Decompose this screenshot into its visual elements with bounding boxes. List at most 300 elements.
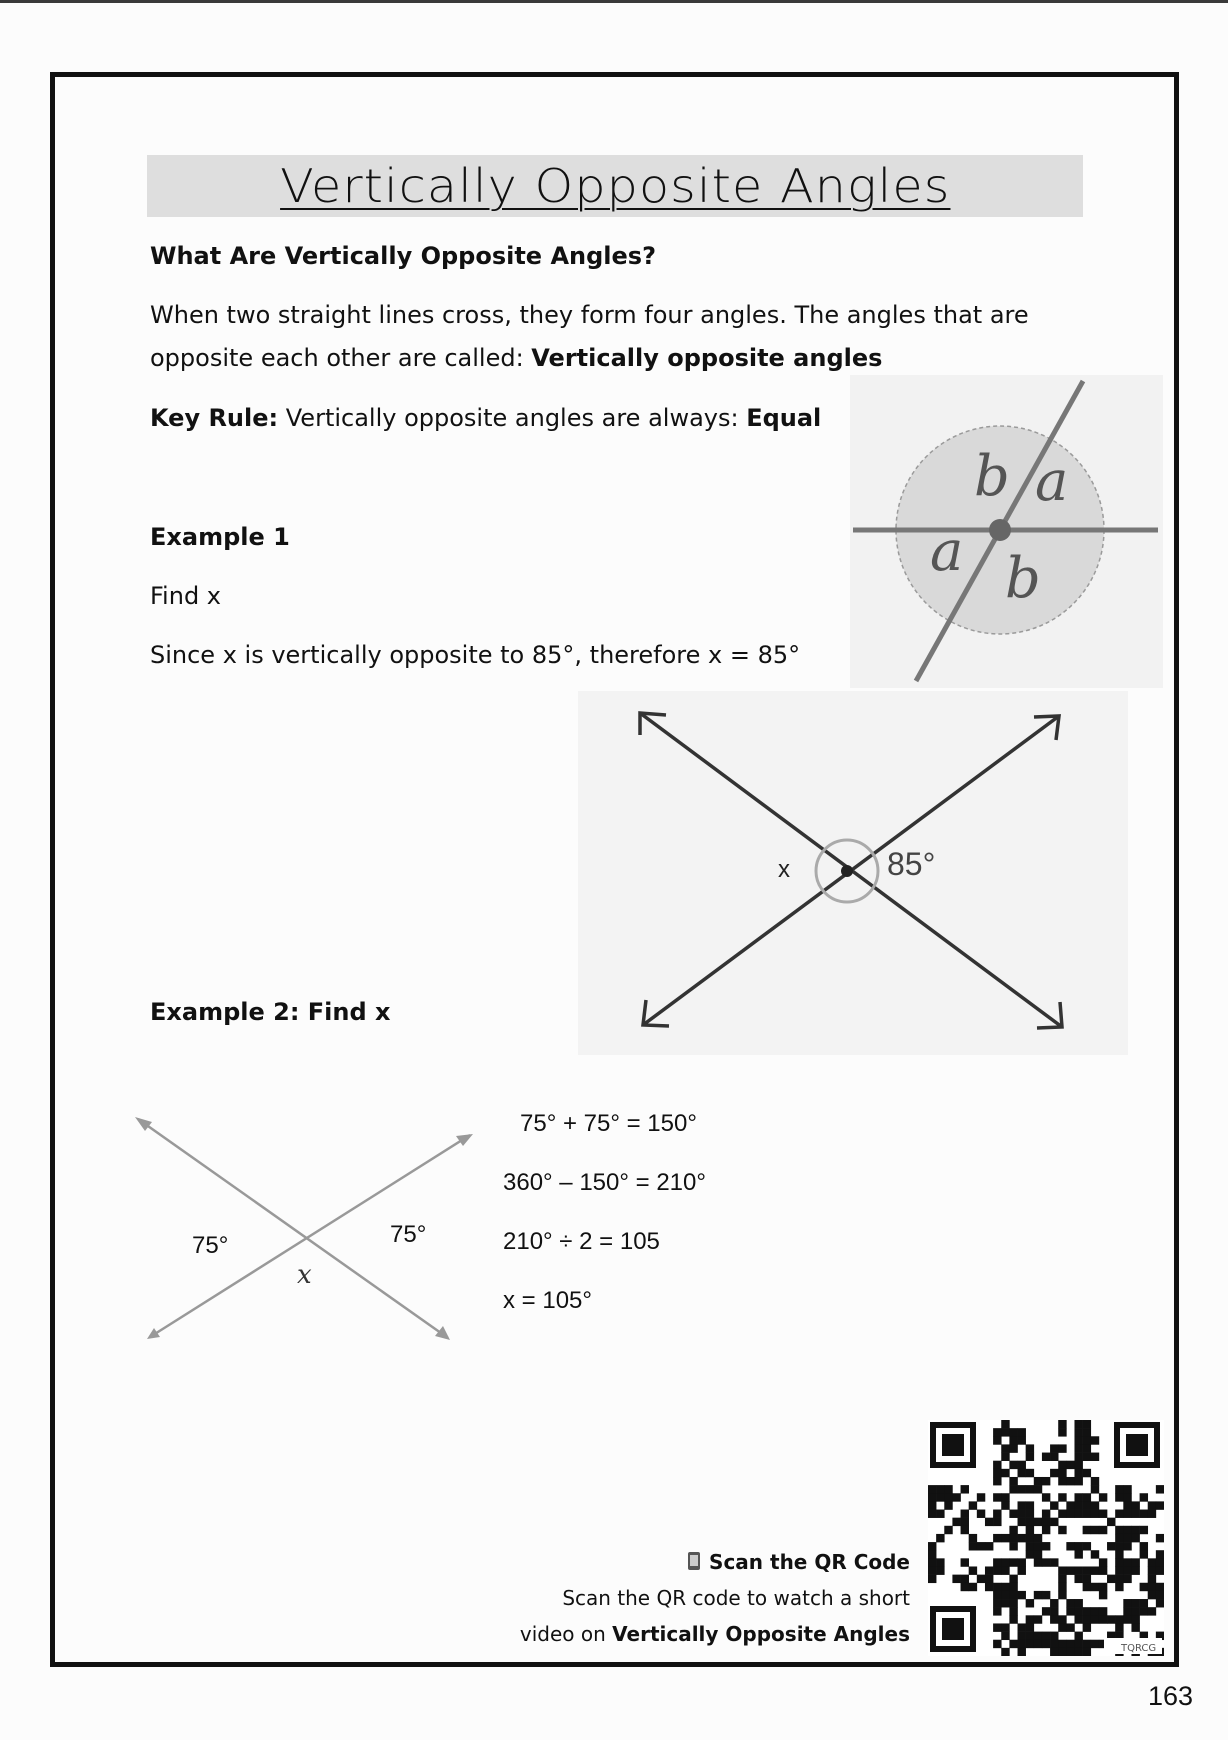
qr-module bbox=[1131, 1623, 1139, 1631]
qr-module bbox=[1042, 1558, 1050, 1566]
qr-module bbox=[1026, 1526, 1034, 1534]
qr-module bbox=[1026, 1599, 1034, 1607]
qr-module bbox=[1050, 1607, 1058, 1615]
qr-module bbox=[1083, 1575, 1091, 1583]
qr-module bbox=[961, 1510, 969, 1518]
qr-module bbox=[1018, 1469, 1026, 1477]
qr-module bbox=[1058, 1623, 1066, 1631]
qr-module bbox=[936, 1485, 944, 1493]
qr-module bbox=[1018, 1566, 1026, 1574]
qr-module bbox=[993, 1428, 1001, 1436]
qr-module bbox=[952, 1575, 960, 1583]
qr-module bbox=[1115, 1583, 1123, 1591]
qr-module bbox=[1074, 1648, 1082, 1656]
qr-module bbox=[1018, 1518, 1026, 1526]
qr-module bbox=[1026, 1632, 1034, 1640]
qr-module bbox=[1058, 1444, 1066, 1452]
qr-module bbox=[1058, 1469, 1066, 1477]
qr-module bbox=[936, 1558, 944, 1566]
qr-module bbox=[1123, 1510, 1131, 1518]
qr-module bbox=[1074, 1428, 1082, 1436]
qr-module bbox=[1074, 1607, 1082, 1615]
qr-module bbox=[1083, 1526, 1091, 1534]
qr-module bbox=[1140, 1599, 1148, 1607]
label-x: x bbox=[297, 1260, 312, 1290]
qr-module bbox=[1131, 1501, 1139, 1509]
working-line-4: x = 105° bbox=[503, 1287, 592, 1314]
qr-module bbox=[1156, 1558, 1164, 1566]
label-b-top: b bbox=[974, 444, 1010, 509]
qr-module bbox=[1018, 1591, 1026, 1599]
qr-module bbox=[1083, 1493, 1091, 1501]
qr-code[interactable] bbox=[928, 1420, 1164, 1656]
qr-module bbox=[993, 1493, 1001, 1501]
qr-module bbox=[1009, 1534, 1017, 1542]
qr-module bbox=[1115, 1623, 1123, 1631]
qr-module bbox=[1115, 1510, 1123, 1518]
qr-module bbox=[1115, 1485, 1123, 1493]
qr-module bbox=[1083, 1436, 1091, 1444]
qr-module bbox=[1123, 1534, 1131, 1542]
working-line-1: 75° + 75° = 150° bbox=[520, 1110, 697, 1137]
qr-module bbox=[1148, 1591, 1156, 1599]
qr-module bbox=[993, 1591, 1001, 1599]
qr-module bbox=[969, 1566, 977, 1574]
label-a-top: a bbox=[1035, 449, 1069, 514]
qr-module bbox=[977, 1493, 985, 1501]
qr-module bbox=[1083, 1501, 1091, 1509]
arrowhead-bottom-right bbox=[435, 1326, 450, 1340]
label-85: 85° bbox=[887, 846, 936, 882]
label-x: x bbox=[778, 856, 790, 883]
qr-module bbox=[944, 1485, 952, 1493]
qr-module bbox=[936, 1534, 944, 1542]
qr-module bbox=[1083, 1444, 1091, 1452]
qr-module bbox=[993, 1558, 1001, 1566]
qr-module bbox=[1066, 1477, 1074, 1485]
qr-module bbox=[1156, 1485, 1164, 1493]
qr-module bbox=[1140, 1550, 1148, 1558]
qr-module bbox=[1074, 1542, 1082, 1550]
qr-module bbox=[1131, 1607, 1139, 1615]
qr-module bbox=[1091, 1526, 1099, 1534]
qr-module bbox=[1074, 1444, 1082, 1452]
qr-module bbox=[1009, 1542, 1017, 1550]
qr-module bbox=[1123, 1526, 1131, 1534]
qr-module bbox=[1026, 1640, 1034, 1648]
qr-module bbox=[985, 1518, 993, 1526]
qr-module bbox=[1131, 1558, 1139, 1566]
qr-module bbox=[969, 1534, 977, 1542]
phone-icon bbox=[687, 1551, 701, 1571]
qr-module bbox=[1042, 1607, 1050, 1615]
qr-module bbox=[977, 1542, 985, 1550]
qr-module bbox=[1148, 1510, 1156, 1518]
working-line-3: 210° ÷ 2 = 105 bbox=[503, 1228, 660, 1255]
qr-module bbox=[1131, 1599, 1139, 1607]
qr-module bbox=[1026, 1469, 1034, 1477]
qr-module bbox=[1050, 1518, 1058, 1526]
qr-module bbox=[1058, 1583, 1066, 1591]
qr-module bbox=[1050, 1501, 1058, 1509]
qr-module bbox=[1026, 1485, 1034, 1493]
qr-module bbox=[1042, 1518, 1050, 1526]
qr-module bbox=[1001, 1599, 1009, 1607]
qr-module bbox=[1074, 1510, 1082, 1518]
qr-module bbox=[1115, 1493, 1123, 1501]
qr-module bbox=[928, 1485, 936, 1493]
qr-module bbox=[1042, 1510, 1050, 1518]
qr-module bbox=[1018, 1558, 1026, 1566]
qr-tag: TQRCG bbox=[1121, 1643, 1157, 1654]
qr-module bbox=[1083, 1542, 1091, 1550]
qr-module bbox=[1034, 1591, 1042, 1599]
qr-module bbox=[1009, 1599, 1017, 1607]
qr-module bbox=[1034, 1558, 1042, 1566]
qr-module bbox=[936, 1493, 944, 1501]
qr-module bbox=[1099, 1566, 1107, 1574]
qr-module bbox=[1099, 1558, 1107, 1566]
qr-module bbox=[944, 1493, 952, 1501]
qr-module bbox=[1131, 1566, 1139, 1574]
qr-module bbox=[928, 1510, 936, 1518]
qr-module bbox=[993, 1534, 1001, 1542]
qr-module bbox=[1107, 1615, 1115, 1623]
qr-module bbox=[936, 1566, 944, 1574]
arrowhead-top-right bbox=[456, 1134, 473, 1146]
qr-module bbox=[1123, 1485, 1131, 1493]
qr-module bbox=[1099, 1493, 1107, 1501]
page-number: 163 bbox=[1148, 1681, 1194, 1711]
qr-module bbox=[1042, 1640, 1050, 1648]
qr-module bbox=[1009, 1526, 1017, 1534]
qr-module bbox=[1009, 1615, 1017, 1623]
qr-module bbox=[1018, 1640, 1026, 1648]
qr-module bbox=[1042, 1453, 1050, 1461]
qr-module bbox=[1083, 1469, 1091, 1477]
qr-module bbox=[1123, 1607, 1131, 1615]
qr-module bbox=[1074, 1461, 1082, 1469]
qr-module bbox=[944, 1526, 952, 1534]
qr-module bbox=[1018, 1461, 1026, 1469]
qr-module bbox=[993, 1623, 1001, 1631]
example1-diagram bbox=[578, 691, 1128, 1055]
qr-module bbox=[993, 1518, 1001, 1526]
qr-module bbox=[1115, 1550, 1123, 1558]
qr-module bbox=[1058, 1640, 1066, 1648]
qr-module bbox=[1074, 1640, 1082, 1648]
example2-diagram bbox=[130, 1108, 480, 1353]
qr-module bbox=[1018, 1648, 1026, 1656]
qr-module bbox=[1018, 1436, 1026, 1444]
qr-module bbox=[1066, 1542, 1074, 1550]
section-heading: What Are Vertically Opposite Angles? bbox=[150, 242, 656, 270]
qr-module bbox=[928, 1501, 936, 1509]
qr-module bbox=[1058, 1526, 1066, 1534]
qr-module bbox=[1123, 1575, 1131, 1583]
working-line-2: 360° – 150° = 210° bbox=[503, 1169, 706, 1196]
qr-module bbox=[952, 1518, 960, 1526]
qr-module bbox=[1123, 1493, 1131, 1501]
qr-module bbox=[1034, 1632, 1042, 1640]
qr-module bbox=[1026, 1453, 1034, 1461]
qr-module bbox=[1050, 1558, 1058, 1566]
qr-module bbox=[928, 1558, 936, 1566]
qr-module bbox=[1050, 1632, 1058, 1640]
qr-module bbox=[1042, 1493, 1050, 1501]
example1-solution: Since x is vertically opposite to 85°, therefore x = 85° bbox=[150, 641, 801, 669]
qr-module bbox=[1026, 1550, 1034, 1558]
qr-module bbox=[1001, 1648, 1009, 1656]
qr-module bbox=[1156, 1591, 1164, 1599]
qr-module bbox=[1034, 1477, 1042, 1485]
qr-module bbox=[1091, 1583, 1099, 1591]
qr-module bbox=[1009, 1607, 1017, 1615]
intro-line-2: opposite each other are called: Vertically opposite angles bbox=[150, 344, 883, 372]
qr-module bbox=[993, 1469, 1001, 1477]
qr-module bbox=[1018, 1632, 1026, 1640]
qr-module bbox=[1148, 1575, 1156, 1583]
qr-module bbox=[1026, 1501, 1034, 1509]
qr-module bbox=[961, 1518, 969, 1526]
qr-module bbox=[1009, 1583, 1017, 1591]
qr-module bbox=[1091, 1501, 1099, 1509]
qr-module bbox=[1001, 1623, 1009, 1631]
qr-module bbox=[1148, 1607, 1156, 1615]
qr-module bbox=[1009, 1558, 1017, 1566]
qr-module bbox=[1083, 1420, 1091, 1428]
qr-module bbox=[1140, 1542, 1148, 1550]
qr-module bbox=[1034, 1550, 1042, 1558]
qr-module bbox=[1066, 1566, 1074, 1574]
qr-module bbox=[1074, 1420, 1082, 1428]
qr-heading: Scan the QR Code bbox=[687, 1550, 910, 1574]
qr-module bbox=[1099, 1583, 1107, 1591]
qr-module bbox=[1066, 1510, 1074, 1518]
qr-module bbox=[1083, 1607, 1091, 1615]
qr-module bbox=[944, 1501, 952, 1509]
qr-module bbox=[928, 1542, 936, 1550]
qr-module bbox=[1131, 1510, 1139, 1518]
qr-module bbox=[993, 1461, 1001, 1469]
qr-module bbox=[1050, 1469, 1058, 1477]
qr-module bbox=[1001, 1444, 1009, 1452]
qr-module bbox=[1074, 1453, 1082, 1461]
qr-module bbox=[1001, 1453, 1009, 1461]
qr-module bbox=[1091, 1566, 1099, 1574]
qr-module bbox=[1140, 1583, 1148, 1591]
qr-module bbox=[1001, 1534, 1009, 1542]
qr-module bbox=[961, 1526, 969, 1534]
qr-module bbox=[1009, 1591, 1017, 1599]
qr-module bbox=[1001, 1420, 1009, 1428]
qr-module bbox=[1042, 1526, 1050, 1534]
qr-module bbox=[1050, 1599, 1058, 1607]
qr-module bbox=[1066, 1501, 1074, 1509]
qr-module bbox=[1099, 1591, 1107, 1599]
qr-module bbox=[1042, 1591, 1050, 1599]
qr-module bbox=[1148, 1501, 1156, 1509]
qr-module bbox=[985, 1542, 993, 1550]
qr-module bbox=[1001, 1591, 1009, 1599]
qr-module bbox=[1091, 1510, 1099, 1518]
qr-module bbox=[952, 1493, 960, 1501]
qr-module bbox=[961, 1558, 969, 1566]
qr-module bbox=[1083, 1453, 1091, 1461]
qr-module bbox=[1058, 1477, 1066, 1485]
title-band bbox=[147, 155, 1083, 217]
qr-module bbox=[1026, 1534, 1034, 1542]
key-rule-value: Equal bbox=[746, 404, 822, 432]
qr-module bbox=[1091, 1607, 1099, 1615]
qr-module bbox=[1034, 1534, 1042, 1542]
qr-module bbox=[1026, 1623, 1034, 1631]
qr-module bbox=[1058, 1493, 1066, 1501]
qr-module bbox=[1074, 1469, 1082, 1477]
qr-module bbox=[1156, 1599, 1164, 1607]
qr-module bbox=[1156, 1566, 1164, 1574]
qr-module bbox=[977, 1575, 985, 1583]
qr-module bbox=[961, 1485, 969, 1493]
qr-module bbox=[1034, 1485, 1042, 1493]
qr-module bbox=[993, 1436, 1001, 1444]
example1-heading: Example 1 bbox=[150, 523, 290, 551]
qr-module bbox=[1115, 1542, 1123, 1550]
qr-module bbox=[993, 1510, 1001, 1518]
qr-module bbox=[1107, 1518, 1115, 1526]
qr-module bbox=[1026, 1444, 1034, 1452]
qr-module bbox=[1123, 1501, 1131, 1509]
qr-module bbox=[1026, 1518, 1034, 1526]
qr-module bbox=[993, 1583, 1001, 1591]
qr-module bbox=[1009, 1444, 1017, 1452]
intro-line-1: When two straight lines cross, they form four angles. The angles that are bbox=[150, 301, 1029, 329]
qr-module bbox=[969, 1542, 977, 1550]
intersection-point bbox=[989, 519, 1011, 541]
qr-module bbox=[1091, 1453, 1099, 1461]
qr-module bbox=[1074, 1632, 1082, 1640]
qr-module bbox=[1091, 1477, 1099, 1485]
qr-module bbox=[977, 1510, 985, 1518]
qr-module bbox=[1091, 1550, 1099, 1558]
qr-module bbox=[1115, 1575, 1123, 1583]
page-title: Vertically Opposite Angles bbox=[279, 159, 951, 213]
qr-module bbox=[969, 1583, 977, 1591]
qr-module bbox=[1001, 1558, 1009, 1566]
qr-module bbox=[985, 1583, 993, 1591]
qr-module bbox=[1115, 1534, 1123, 1542]
qr-module bbox=[1099, 1607, 1107, 1615]
qr-module bbox=[1034, 1518, 1042, 1526]
qr-module bbox=[1034, 1640, 1042, 1648]
qr-module bbox=[993, 1607, 1001, 1615]
qr-module bbox=[1058, 1591, 1066, 1599]
qr-module bbox=[1026, 1510, 1034, 1518]
label-75-right: 75° bbox=[390, 1221, 427, 1248]
qr-module bbox=[1009, 1640, 1017, 1648]
qr-module bbox=[1123, 1615, 1131, 1623]
qr-module bbox=[1091, 1640, 1099, 1648]
qr-module bbox=[969, 1501, 977, 1509]
qr-module bbox=[1074, 1436, 1082, 1444]
qr-module bbox=[1091, 1615, 1099, 1623]
qr-module bbox=[1050, 1444, 1058, 1452]
qr-module bbox=[1083, 1640, 1091, 1648]
qr-module bbox=[1066, 1623, 1074, 1631]
qr-module bbox=[1042, 1477, 1050, 1485]
example1-prompt: Find x bbox=[150, 582, 222, 610]
qr-module bbox=[1074, 1599, 1082, 1607]
qr-module bbox=[1148, 1566, 1156, 1574]
qr-module bbox=[928, 1493, 936, 1501]
qr-module bbox=[1018, 1623, 1026, 1631]
qr-module bbox=[1018, 1510, 1026, 1518]
qr-module bbox=[1001, 1501, 1009, 1509]
qr-module bbox=[1058, 1428, 1066, 1436]
qr-module bbox=[1018, 1501, 1026, 1509]
qr-module bbox=[1123, 1558, 1131, 1566]
qr-module bbox=[1074, 1493, 1082, 1501]
qr-module bbox=[1083, 1615, 1091, 1623]
qr-module bbox=[1074, 1575, 1082, 1583]
qr-module bbox=[1131, 1615, 1139, 1623]
qr-module bbox=[1140, 1510, 1148, 1518]
qr-module bbox=[1050, 1648, 1058, 1656]
arrowhead-bottom-left bbox=[147, 1328, 160, 1339]
qr-module bbox=[1140, 1526, 1148, 1534]
qr-module bbox=[1148, 1583, 1156, 1591]
qr-module bbox=[1148, 1558, 1156, 1566]
qr-module bbox=[1140, 1607, 1148, 1615]
qr-module bbox=[1009, 1485, 1017, 1493]
qr-module bbox=[1034, 1615, 1042, 1623]
qr-module bbox=[1018, 1485, 1026, 1493]
qr-module bbox=[993, 1566, 1001, 1574]
qr-module bbox=[1115, 1566, 1123, 1574]
qr-module bbox=[1156, 1534, 1164, 1542]
qr-module bbox=[1009, 1428, 1017, 1436]
qr-module bbox=[1123, 1566, 1131, 1574]
qr-module bbox=[1050, 1640, 1058, 1648]
qr-module bbox=[1091, 1436, 1099, 1444]
qr-module bbox=[1156, 1550, 1164, 1558]
qr-module bbox=[1107, 1542, 1115, 1550]
qr-module bbox=[1091, 1485, 1099, 1493]
qr-module bbox=[1001, 1469, 1009, 1477]
qr-module bbox=[961, 1575, 969, 1583]
qr-module bbox=[1099, 1526, 1107, 1534]
intersection-point bbox=[841, 865, 853, 877]
arrowhead-top-left bbox=[135, 1117, 152, 1131]
qr-module bbox=[1009, 1477, 1017, 1485]
qr-module bbox=[993, 1477, 1001, 1485]
qr-module bbox=[1058, 1575, 1066, 1583]
qr-module bbox=[1115, 1558, 1123, 1566]
qr-module bbox=[1026, 1542, 1034, 1550]
key-rule: Key Rule: Vertically opposite angles are always: Equal bbox=[150, 404, 822, 432]
qr-module bbox=[1018, 1534, 1026, 1542]
qr-module bbox=[1001, 1428, 1009, 1436]
qr-module bbox=[993, 1640, 1001, 1648]
qr-module bbox=[1099, 1615, 1107, 1623]
qr-module bbox=[1074, 1477, 1082, 1485]
qr-module bbox=[1009, 1461, 1017, 1469]
qr-module bbox=[928, 1550, 936, 1558]
qr-module bbox=[1131, 1534, 1139, 1542]
qr-module bbox=[1001, 1632, 1009, 1640]
label-a-bottom: a bbox=[930, 519, 964, 584]
qr-module bbox=[1074, 1566, 1082, 1574]
